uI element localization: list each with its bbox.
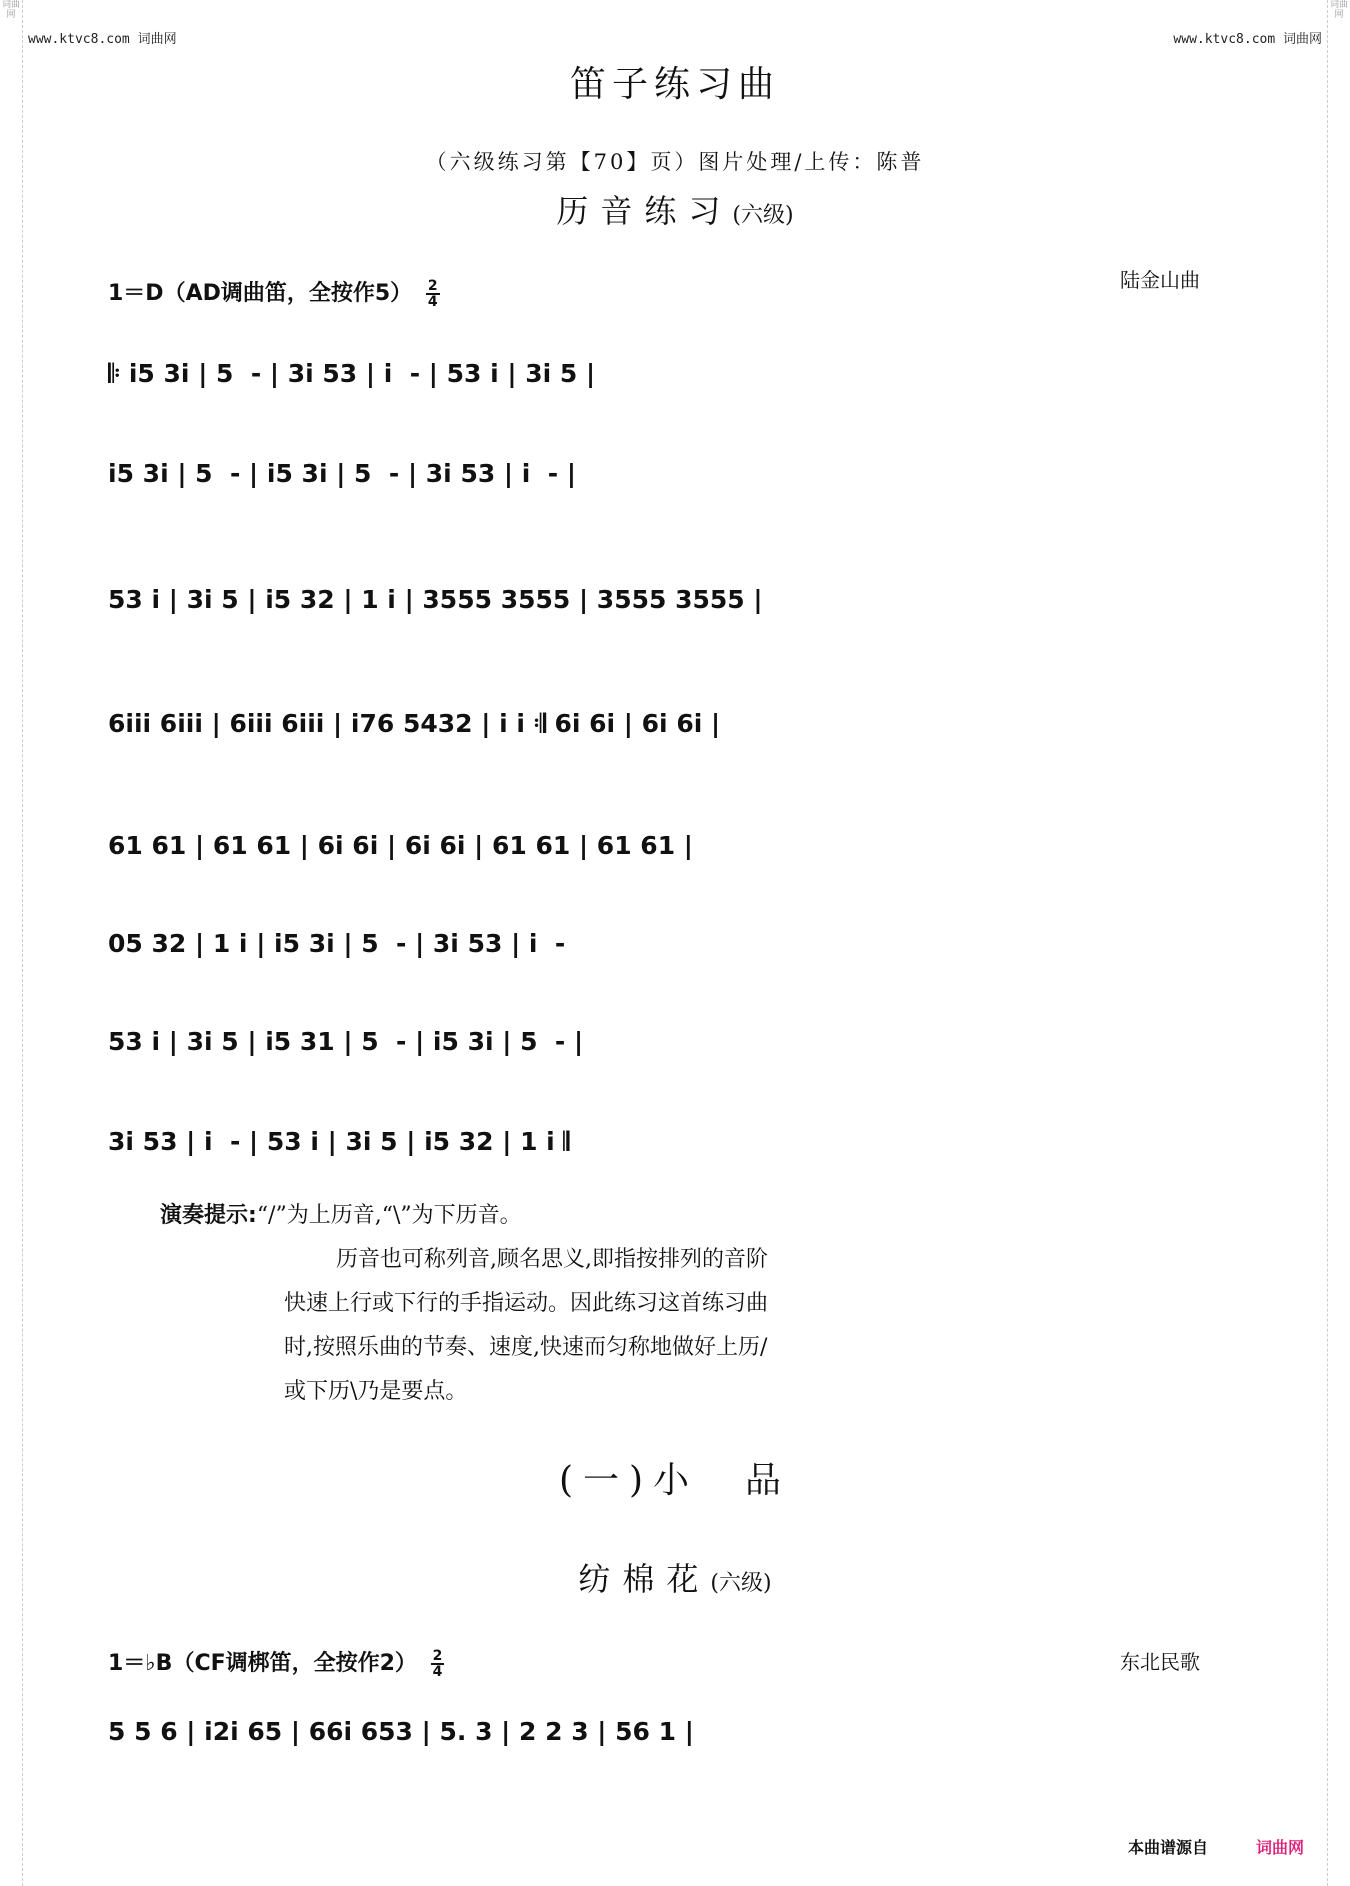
piece2-title <box>0 1554 1350 1600</box>
time-sig-denominator: 4 <box>432 1664 443 1680</box>
piece1-key-signature <box>108 276 440 309</box>
left-watermark-strip <box>0 0 23 1886</box>
header-url-left: www.ktvc8.com 词曲网 <box>28 32 177 47</box>
time-sig-numerator: 2 <box>432 1648 443 1664</box>
tips-intro: “/”为上历音,“\”为下历音。 <box>256 1203 522 1228</box>
piece1-grade: (六级) <box>732 203 794 228</box>
piece2-time-signature <box>431 1649 445 1679</box>
score-row: 𝄆 i5 3i | 5 - | 3i 53 | i - | 53 i | 3i 5 | <box>108 359 596 388</box>
time-sig-numerator: 2 <box>427 278 438 294</box>
piece1-title-text: 历音练习 <box>556 192 733 230</box>
page-title: 笛子练习曲 <box>569 64 780 105</box>
source-line: （六级练习第【70】页）图片处理/上传：陈普 <box>425 150 925 174</box>
piece2-key-signature <box>108 1646 444 1679</box>
tips-line: 历音也可称列音,顾名思义,即指按排列的音阶 <box>336 1247 768 1272</box>
score-row: 3i 53 | i - | 53 i | 3i 5 | i5 32 | 1 i 𝄂 <box>108 1127 570 1156</box>
time-sig-denominator: 4 <box>427 294 438 310</box>
tips-first-line <box>160 1194 920 1238</box>
piece1-composer: 陆金山曲 <box>1120 268 1200 292</box>
footer-site-link[interactable]: 词曲网 <box>1255 1838 1304 1857</box>
piece2-title-text: 纺棉花 <box>578 1560 711 1598</box>
header-url-right: www.ktvc8.com 词曲网 <box>1173 32 1322 47</box>
piece2-grade: (六级) <box>710 1571 772 1596</box>
piece1-key-text: 1＝D（AD调曲笛，全按作5） <box>108 281 413 306</box>
tips-paragraph <box>160 1238 920 1414</box>
footer-source-label: 本曲谱源自 <box>1127 1838 1208 1857</box>
score-row: 5 5 6 | i2i 65 | 66i 653 | 5. 3 | 2 2 3 | 56 1 | <box>108 1717 694 1746</box>
tips-label: 演奏提示: <box>160 1203 257 1228</box>
score-row: 6iii 6iii | 6iii 6iii | i76 5432 | i i 𝄇 6i 6i | 6i 6i | <box>108 709 721 738</box>
score-row: 61 61 | 61 61 | 6i 6i | 6i 6i | 61 61 | 61 61 | <box>108 831 693 860</box>
piece2-key-text: 1＝♭B（CF调梆笛，全按作2） <box>108 1651 417 1676</box>
side-watermark-text: 词曲网 <box>1329 0 1348 20</box>
side-watermark-text: 词曲网 <box>1 0 20 20</box>
tips-line: 或下历\乃是要点。 <box>284 1379 468 1404</box>
performance-tips <box>160 1194 920 1414</box>
score-row: 53 i | 3i 5 | i5 32 | 1 i | 3555 3555 | 3555 3555 | <box>108 585 763 614</box>
piece1-title <box>0 186 1350 232</box>
tips-line: 快速上行或下行的手指运动。因此练习这首练习曲 <box>284 1291 769 1316</box>
score-row: i5 3i | 5 - | i5 3i | 5 - | 3i 53 | i - | <box>108 459 576 488</box>
score-row: 05 32 | 1 i | i5 3i | 5 - | 3i 53 | i - <box>108 929 574 958</box>
score-row: 53 i | 3i 5 | i5 31 | 5 - | i5 3i | 5 - | <box>108 1027 584 1056</box>
section-heading: (一)小 品 <box>558 1460 792 1501</box>
tips-line: 时,按照乐曲的节奏、速度,快速而匀称地做好上历/ <box>284 1335 768 1360</box>
right-watermark-strip <box>1327 0 1350 1886</box>
piece1-time-signature <box>426 279 440 309</box>
piece2-composer: 东北民歌 <box>1120 1650 1200 1674</box>
